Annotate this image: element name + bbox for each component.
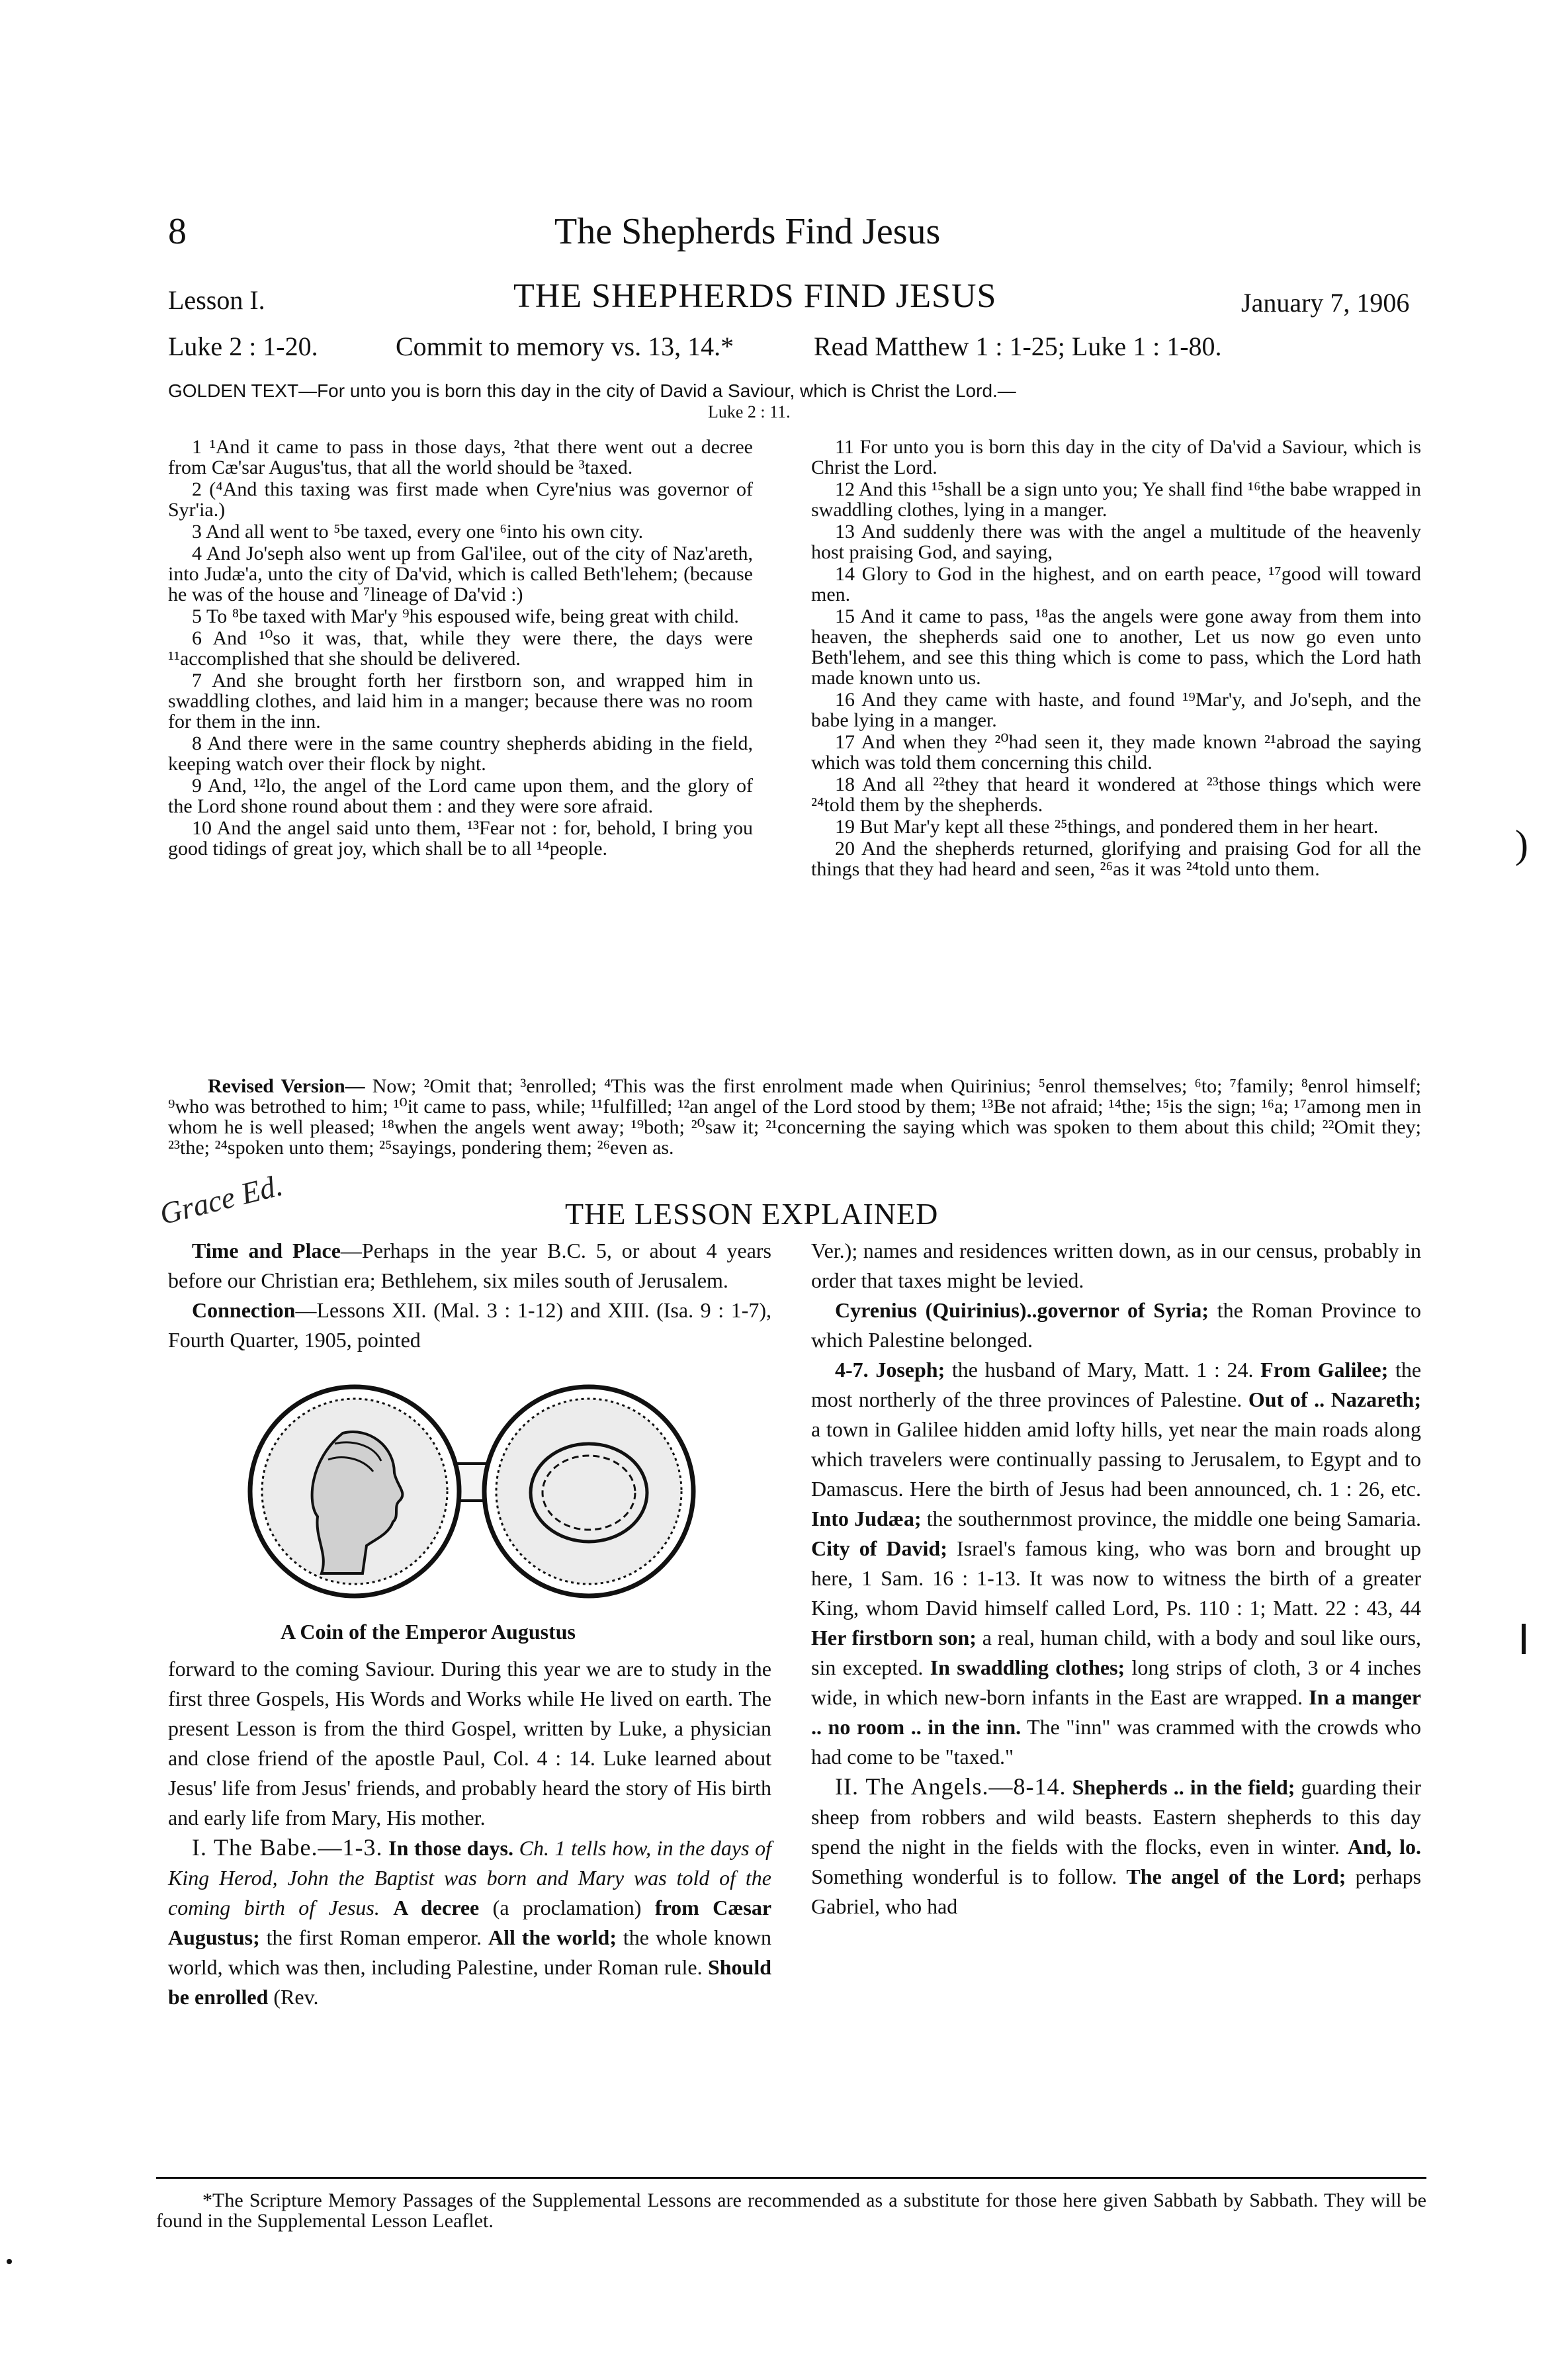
verse: 16 And they came with haste, and found ¹⁹Mar'y, and Jo'seph, and the babe lying in a manger. xyxy=(811,689,1421,731)
manger-text: The "inn" was crammed with the crowds who had come to be "taxed." xyxy=(811,1715,1422,1769)
verse: 15 And it came to pass, ¹⁸as the angels were gone away from them into heaven, the shepherds said one to another, Let us now go even unto Beth'lehem, and see this thing which is come to pass, which the Lord hath made known unto us. xyxy=(811,605,1421,689)
lesson-memory: Commit to memory vs. 13, 14.* xyxy=(396,331,734,361)
verse: 13 And suddenly there was with the angel a multitude of the heavenly host praising God, and saying, xyxy=(811,521,1421,563)
shepherds-text: guarding their sheep from robbers and wild beasts. Eastern shepherds to this day spend the night in the fields with the flocks, even in winter. xyxy=(811,1775,1422,1859)
cyrenius-lead: Cyrenius (Quirinius)..governor of Syria; xyxy=(835,1298,1209,1322)
angel-lead: The angel of the Lord; xyxy=(1126,1865,1346,1888)
connection-text: —Lessons XII. (Mal. 3 : 1-12) and XIII. (Isa. 9 : 1-7), Fourth Quarter, 1905, pointed xyxy=(168,1298,771,1352)
coin-illustration xyxy=(243,1380,700,1612)
verse: 18 And all ²²they that heard it wondered at ²³those things which were ²⁴told them by the shepherds. xyxy=(811,773,1421,816)
connection-paragraph xyxy=(168,1296,771,1355)
verse: 20 And the shepherds returned, glorifying and praising God for all the things that they had heard and seen, ²⁶as it was ²⁴told unto them. xyxy=(811,838,1421,880)
decree-lead-2: from Cæsar Augustus; xyxy=(168,1896,772,1949)
shepherds-lead: Shepherds .. in the field; xyxy=(1072,1775,1295,1799)
continuation-paragraph: forward to the coming Saviour. During this year we are to study in the first three Gospels, His Words and Works while He lived on earth. The present Lesson is from the third Gospel, written by Luke, a physician and close friend of the apostle Paul, Col. 4 : 14. Luke learned about Jesus' life from Jesus' friends, and probably heard the story of His birth and early life from Mary, His mother. xyxy=(168,1657,771,1829)
galilee-text: the most northerly of the three provinces of Palestine. xyxy=(811,1358,1422,1411)
golden-text: GOLDEN TEXT—For unto you is born this day in the city of David a Saviour, which is Christ the Lord.— xyxy=(168,380,1016,401)
lesson-title: THE SHEPHERDS FIND JESUS xyxy=(513,277,997,315)
verse: 2 (⁴And this taxing was first made when Cyre'nius was governor of Syr'ia.) xyxy=(168,478,753,521)
lesson-number: Lesson I. xyxy=(168,285,265,315)
lesson-read: Read Matthew 1 : 1-25; Luke 1 : 1-80. xyxy=(814,331,1222,361)
the-babe-heading: I. The Babe.—1-3. xyxy=(192,1834,383,1861)
verse: 9 And, ¹²lo, the angel of the Lord came upon them, and the glory of the Lord shone round about them : and they were sore afraid. xyxy=(168,775,753,817)
golden-text-reference: Luke 2 : 11. xyxy=(708,402,791,421)
section-title: THE LESSON EXPLAINED xyxy=(565,1197,939,1231)
handwritten-note: Grace Ed. xyxy=(156,1168,286,1231)
son-text: a real, human child, with a body and soul like ours, sin excepted. xyxy=(811,1626,1422,1679)
lesson-date: January 7, 1906 xyxy=(1241,288,1410,318)
judea-lead: Into Judæa; xyxy=(811,1507,922,1530)
time-and-place-paragraph xyxy=(168,1236,771,1296)
lo-lead: And, lo. xyxy=(1347,1835,1422,1859)
scripture-right-column xyxy=(811,437,1421,881)
nazareth-text: a town in Galilee hidden amid lofty hills, yet near the main roads along which travelers were continually passing to Jerusalem, to Egypt and to Damascus. Here the birth of Jesus had been announced, ch. 1 : 26, etc. xyxy=(811,1417,1421,1501)
running-title: The Shepherds Find Jesus xyxy=(554,211,941,252)
footnote: *The Scripture Memory Passages of the Supplemental Lessons are recommended as a substitute for those here given Sabbath by Sabbath. They will be found in the Supplemental Lesson Leaflet. xyxy=(156,2189,1426,2232)
census-paragraph: Ver.); names and residences written down, as in our census, probably in order that taxes might be levied. xyxy=(811,1239,1421,1292)
margin-bracket-mark: ) xyxy=(1515,822,1528,866)
verse: 10 And the angel said unto them, ¹³Fear not : for, behold, I bring you good tidings of great joy, which shall be to all ¹⁴people. xyxy=(168,817,753,859)
verse: 5 To ⁸be taxed with Mar'y ⁹his espoused wife, being great with child. xyxy=(192,605,739,627)
explained-right-column xyxy=(811,1236,1421,1921)
swaddling-lead: In swaddling clothes; xyxy=(930,1655,1125,1679)
verse: 17 And when they ²⁰had seen it, they made known ²¹abroad the saying which was told them concerning this child. xyxy=(811,731,1421,773)
coin-reverse xyxy=(484,1387,693,1596)
time-and-place-text: —Perhaps in the year B.C. 5, or about 4 years before our Christian era; Bethlehem, six miles south of Jerusalem. xyxy=(168,1239,772,1292)
angels-paragraph xyxy=(811,1772,1421,1921)
cyrenius-text: the Roman Province to which Palestine belonged. xyxy=(811,1298,1422,1352)
angel-text: perhaps Gabriel, who had xyxy=(811,1865,1422,1918)
verse: 1 ¹And it came to pass in those days, ²that there went out a decree from Cæ'sar Augus'tus, that all the world should be ³taxed. xyxy=(168,436,753,478)
verse: 3 And all went to ⁵be taxed, every one ⁶into his own city. xyxy=(192,521,644,543)
coin-obverse xyxy=(250,1387,459,1596)
scripture-left-column xyxy=(168,437,753,860)
world-text: the whole known world, which was then, including Palestine, under Roman rule. xyxy=(168,1925,771,1979)
joseph-paragraph xyxy=(811,1355,1421,1772)
manger-lead: In a manger .. no room .. in the inn. xyxy=(811,1685,1421,1739)
joseph-text: the husband of Mary, Matt. 1 : 24. xyxy=(951,1358,1254,1382)
world-lead: All the world; xyxy=(488,1925,617,1949)
margin-tick-mark xyxy=(1522,1624,1526,1654)
revised-version xyxy=(168,1076,1421,1158)
verse: 11 For unto you is born this day in the city of Da'vid a Saviour, which is Christ the Lord. xyxy=(811,436,1421,478)
page-number: 8 xyxy=(168,211,187,252)
decree-text: (a proclamation) xyxy=(492,1896,642,1919)
connection-lead: Connection xyxy=(192,1298,296,1322)
son-lead: Her firstborn son; xyxy=(811,1626,977,1650)
verse: 4 And Jo'seph also went up from Gal'ilee, out of the city of Naz'areth, into Judæ'a, unto the city of Da'vid, which is called Beth'lehem; (because he was of the house and ⁷lineage of Da'vid :) xyxy=(168,543,753,605)
swaddling-text: long strips of cloth, 3 or 4 inches wide, in which new-born infants in the East are wrapped. xyxy=(811,1655,1422,1709)
verse: 7 And she brought forth her firstborn son, and wrapped him in swaddling clothes, and laid him in a manger; because there was no room for them in the inn. xyxy=(168,670,753,732)
decree-text-2: the first Roman emperor. xyxy=(266,1925,482,1949)
explained-left-bottom xyxy=(168,1654,771,2012)
lo-text: Something wonderful is to follow. xyxy=(811,1865,1117,1888)
explained-left-top xyxy=(168,1236,771,1355)
the-babe-paragraph xyxy=(168,1833,771,2012)
verse: 8 And there were in the same country shepherds abiding in the field, keeping watch over their flock by night. xyxy=(168,732,753,775)
verse: 6 And ¹⁰so it was, that, while they were there, the days were ¹¹accomplished that she should be delivered. xyxy=(168,627,753,670)
in-those-days-lead: In those days. xyxy=(388,1836,513,1860)
joseph-lead: 4-7. Joseph; xyxy=(835,1358,945,1382)
angels-heading: II. The Angels.—8-14. xyxy=(835,1773,1067,1800)
in-those-days-text: Ch. 1 tells how, in the days of King Herod, John the Baptist was born and Mary was told of the coming birth of Jesus. xyxy=(168,1836,772,1919)
verse: 12 And this ¹⁵shall be a sign unto you; Ye shall find ¹⁶the babe wrapped in swaddling clothes, lying in a manger. xyxy=(811,478,1421,521)
lesson-passage: Luke 2 : 1-20. xyxy=(168,331,318,361)
david-lead: City of David; xyxy=(811,1536,947,1560)
margin-dot-mark xyxy=(7,2259,12,2264)
nazareth-lead: Out of .. Nazareth; xyxy=(1248,1387,1422,1411)
time-and-place-lead: Time and Place xyxy=(192,1239,341,1262)
enrolled-text: (Rev. xyxy=(273,1985,319,2009)
enrolled-lead: Should be enrolled xyxy=(168,1955,772,2009)
footnote-rule xyxy=(156,2177,1426,2179)
david-text: Israel's famous king, who was born and brought up here, 1 Sam. 16 : 1-13. It was now to witness the birth of a greater King, whom David himself called Lord, Ps. 110 : 1; Matt. 22 : 43, 44 xyxy=(811,1536,1422,1620)
revised-version-text: Now; ²Omit that; ³enrolled; ⁴This was the first enrolment made when Quirinius; ⁵enrol themselves; ⁶to; ⁷family; ⁸enrol himself; ⁹who was betrothed to him; ¹⁰it came to pass, while; ¹¹fulfilled; ¹²an angel of the Lord stood by them; ¹³Be not afraid; ¹⁴the; ¹⁵is the sign; ¹⁶a; ¹⁷among men in whom he is well pleased; ¹⁸when the angels went away; ¹⁹both; ²⁰saw it; ²¹concerning the saying which was spoken to them about this child; ²²Omit they; ²³the; ²⁴spoken unto them; ²⁵sayings, pondering them; ²⁶even as. xyxy=(168,1075,1421,1159)
revised-version-label: Revised Version— xyxy=(208,1075,365,1097)
galilee-lead: From Galilee; xyxy=(1260,1358,1389,1382)
notes-paragraph xyxy=(811,1296,1421,1355)
decree-lead: A decree xyxy=(393,1896,480,1919)
judea-text: the southernmost province, the middle one being Samaria. xyxy=(926,1507,1422,1530)
verse: 14 Glory to God in the highest, and on earth peace, ¹⁷good will toward men. xyxy=(811,563,1421,605)
coin-caption: A Coin of the Emperor Augustus xyxy=(281,1620,576,1644)
verse: 19 But Mar'y kept all these ²⁵things, and pondered them in her heart. xyxy=(835,816,1379,838)
